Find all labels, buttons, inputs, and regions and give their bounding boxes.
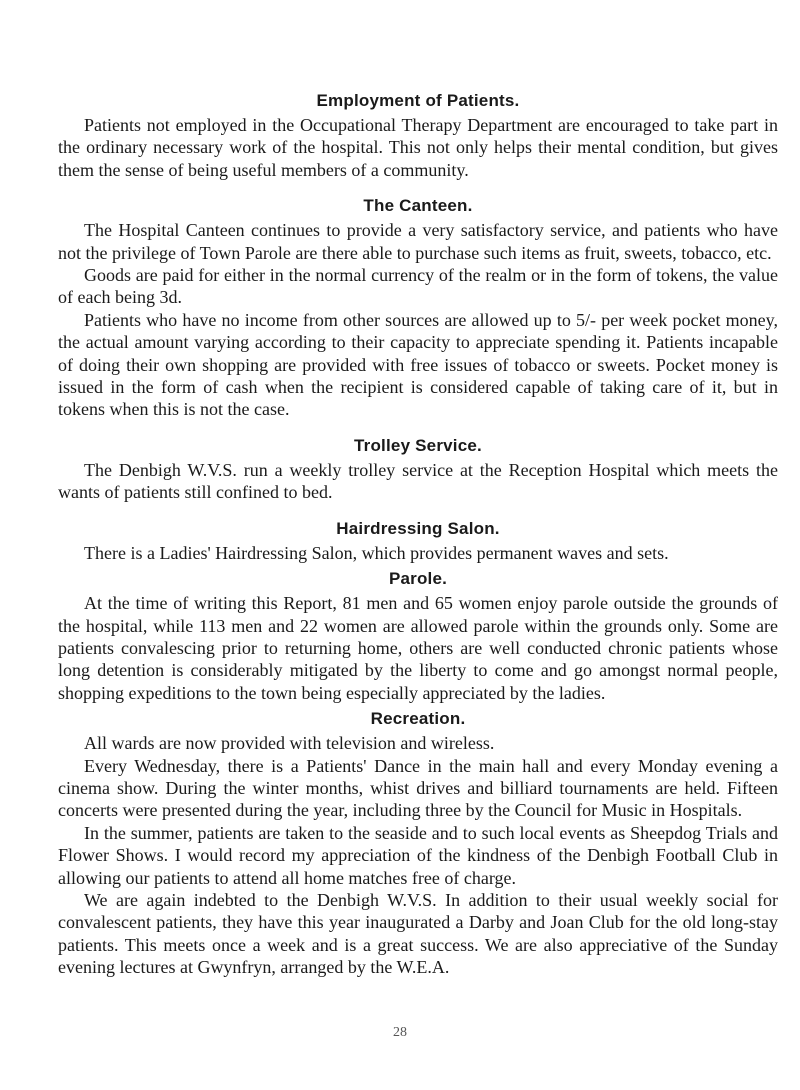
paragraph: The Denbigh W.V.S. run a weekly trolley service at the Reception Hospital which meets the wants of patients still confined to bed. [58, 459, 778, 503]
section-trolley-service [58, 435, 778, 504]
section-hairdressing [58, 518, 778, 564]
paragraph: Patients not employed in the Occupational Therapy Department are encouraged to take part in the ordinary necessary work of the hospital. This not only helps their mental condition, but gives them the sense of being useful members of a community. [58, 115, 778, 180]
paragraph: Every Wednesday, there is a Patients' Dance in the main hall and every Monday evening a cinema show. During the winter months, whist drives and billiard tournaments are held. Fifteen concerts were presented during the year, including three by the Council for Music in Hospitals. [58, 755, 778, 821]
section-parole [58, 568, 778, 704]
heading-hairdressing: Hairdressing Salon. [336, 518, 500, 538]
page-number: 28 [393, 1025, 407, 1040]
section-recreation [58, 708, 778, 978]
section-employment [58, 90, 778, 181]
heading-canteen: The Canteen. [363, 196, 473, 216]
heading-parole: Parole. [388, 569, 448, 589]
heading-trolley-service: Trolley Service. [354, 435, 482, 455]
paragraph: There is a Ladies' Hairdressing Salon, which provides permanent waves and sets. [84, 542, 669, 563]
paragraph: We are again indebted to the Denbigh W.V.S. In addition to their usual weekly social for convalescent patients, they have this year inaugurated a Darby and Joan Club for the old long-stay patients. This meets once a week and is a great success. We are also appreciative of the Sunday evening lectures at Gwynfryn, arranged by the W.E.A. [58, 889, 778, 978]
paragraph: All wards are now provided with television and wireless. [84, 733, 495, 754]
paragraph: In the summer, patients are taken to the seaside and to such local events as Sheepdog Trials and Flower Shows. I would record my appreciation of the kindness of the Denbigh Football Club in allowing our patients to attend all home matches free of charge. [58, 822, 778, 888]
paragraph: At the time of writing this Report, 81 men and 65 women enjoy parole outside the grounds of the hospital, while 113 men and 22 women are allowed parole within the grounds only. Some are patients convalescing prior to returning home, others are well conducted chronic patients whose long detention is considerably mitigated by the liberty to come and go amongst normal people, shopping expeditions to the town being especially appreciated by the ladies. [58, 593, 778, 703]
heading-employment: Employment of Patients. [316, 91, 520, 110]
paragraph: The Hospital Canteen continues to provide a very satisfactory service, and patients who have not the privilege of Town Parole are there able to purchase such items as fruit, sweets, tobacco, etc. [58, 220, 778, 263]
heading-recreation: Recreation. [370, 709, 466, 729]
paragraph: Goods are paid for either in the normal currency of the realm or in the form of tokens, the value of each being 3d. [58, 265, 778, 308]
paragraph: Patients who have no income from other sources are allowed up to 5/- per week pocket money, the actual amount varying according to their capacity to appreciate spending it. Patients incapable of doing their own shopping are provided with free issues of tobacco or sweets. Pocket money is issued in the form of cash when the recipient is considered capable of taking care of it, but in tokens when this is not the case. [58, 309, 778, 420]
section-canteen [58, 195, 778, 421]
